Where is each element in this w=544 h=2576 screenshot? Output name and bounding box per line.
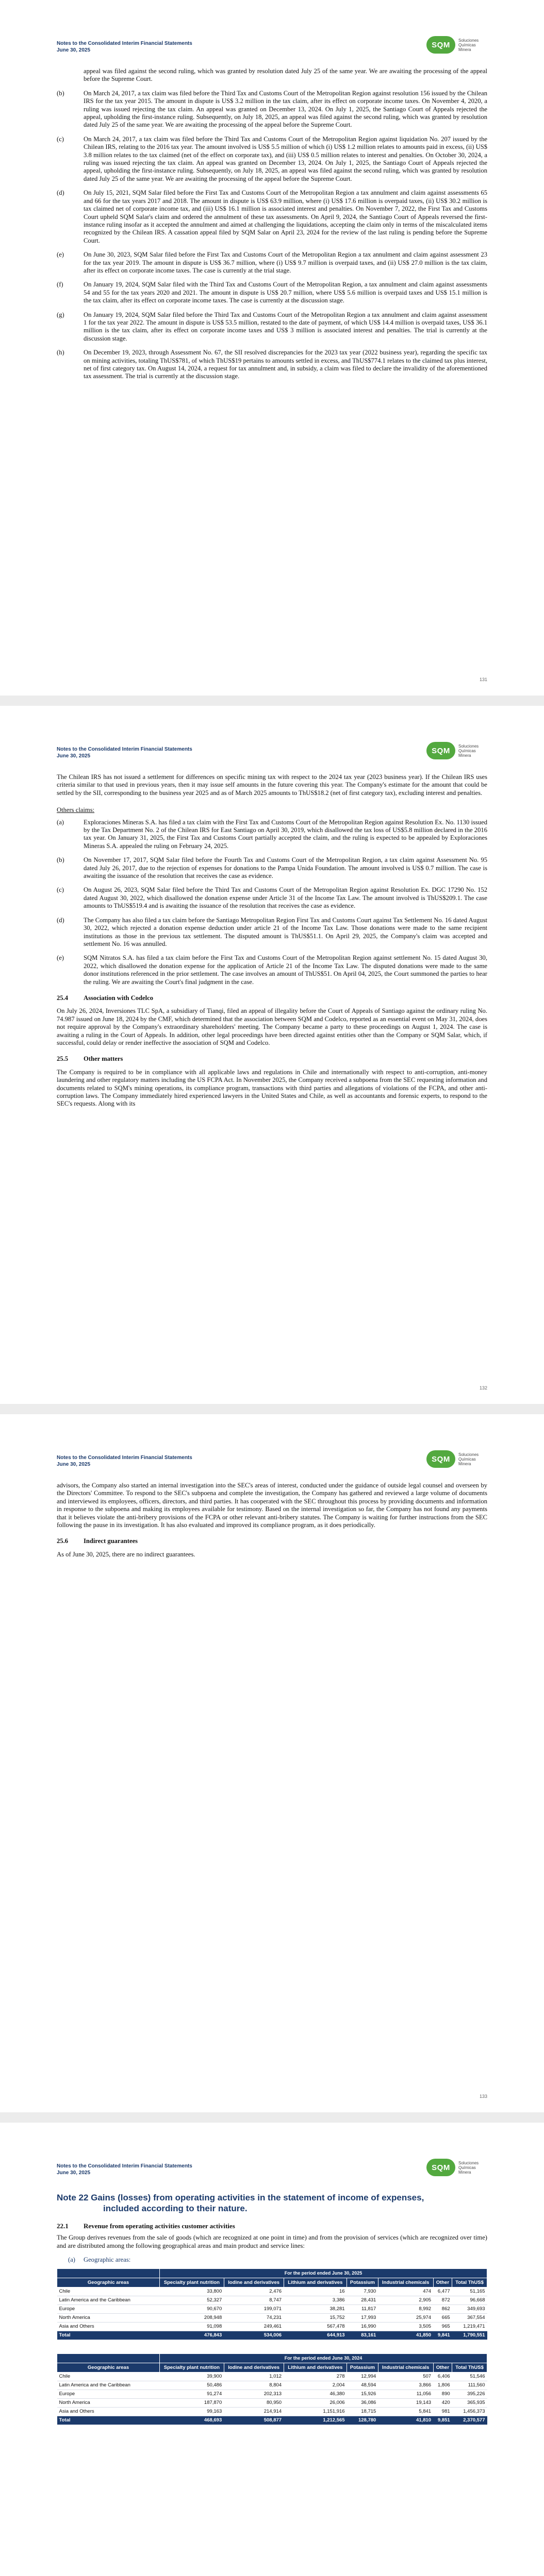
table-cell: 534,006 [224, 2331, 284, 2340]
table-cell: 128,780 [347, 2416, 378, 2425]
page-number: 131 [479, 677, 487, 682]
page-1 [0, 0, 544, 696]
header-title [57, 2163, 192, 2176]
column-header: Industrial chemicals [378, 2278, 433, 2287]
row-label: Latin America and the Caribbean [57, 2296, 160, 2304]
header-line-1: Notes to the Consolidated Interim Financial Statements [57, 2163, 192, 2169]
table-cell: 12,994 [347, 2372, 378, 2381]
table-cell: 862 [433, 2304, 452, 2313]
row-label: Total [57, 2331, 160, 2340]
table-header-row [57, 2363, 487, 2372]
section-title: Other matters [84, 1055, 123, 1063]
table-cell: 367,554 [452, 2313, 487, 2322]
table-cell: 111,560 [452, 2381, 487, 2389]
table-cell: 15,752 [284, 2313, 347, 2322]
item-text: On March 24, 2017, a tax claim was filed before the Third Tax and Customs Court of the Metropolitan Region against resolution 156 issued by the Chilean IRS for the tax year 2015. The amount in dispute is US$ 3.2 million in the tax claim, after its effect on corporate income taxes. On November 4, 2020, a ruling was issued rejecting the tax claim. An appeal was granted on December 13, 2024. On July 1, 2025, the Santiago Court of Appeals rejected the appeal, upholding the first-instance ruling. Subsequently, on July 18, 2025, an appeal was filed against the second ruling, which was granted by resolution dated July 25 of the same year. We are awaiting the processing of the appeal before the Supreme Court. [84, 89, 487, 129]
sqm-logo-tagline: Soluciones Químicas Minera [458, 38, 479, 52]
header-line-1: Notes to the Consolidated Interim Financial Statements [57, 41, 192, 46]
table-cell: 17,993 [347, 2313, 378, 2322]
other-claim-b [57, 856, 487, 880]
table-row [57, 2322, 487, 2331]
table-cell: 16,990 [347, 2322, 378, 2331]
table-cell: 46,380 [284, 2389, 347, 2398]
table-cell: 508,877 [224, 2416, 284, 2425]
table-cell: 33,800 [160, 2287, 224, 2296]
section-25-5-text: The Company is required to be in compliance with all applicable laws and regulations in Chile and internationally with respect to anti-corruption, anti-money laundering and other regulatory matters including the US FCPA Act. In November 2025, the Company received a subpoena from the SEC requesting information and documents related to SQM's mining operations, its compliance program, transactions with third parties and allegations of violations of the FCPA, and other anti-corruption laws. The Company immediately hired experienced lawyers in the United States and Chile, as well as accountants and forensic experts, to respond to the SEC's requests. Along with its [57, 1068, 487, 1108]
column-header: Geographic areas [57, 2278, 160, 2287]
note-title-line-1: Note 22 Gains (losses) from operating activities in the statement of income of expenses, [57, 2193, 424, 2202]
column-header: Potassium [347, 2278, 378, 2287]
item-text: The Company has also filed a tax claim before the Santiago Metropolitan Region First Tax and Customs Court against Tax Settlement No. 16 dated August 30, 2022, which rejected a donation expense deduction under article 21 of the Income Tax Law. Those donations were made to the same recipient institutions as those in the previous tax settlement. The disputed amount is ThUS$51.1. On April 29, 2025, the Company's claim was accepted and settlement No. 16 was annulled. [84, 916, 487, 947]
table-cell: 208,948 [160, 2313, 224, 2322]
table-cell: 7,930 [347, 2287, 378, 2296]
column-header: Potassium [347, 2363, 378, 2372]
investigation-paragraph: advisors, the Company also started an internal investigation into the SEC's areas of interest, conducted under the guidance of outside legal counsel and overseen by the Directors' Committee. To respond to the SEC's subpoena and complete the investigation, the Company has gathered and reviewed a large volume of documents and interviewed its employees, officers, directors, and third parties. It has cooperated with the SEC throughout this process by providing documents and information in response to the subpoena and making its employees available for testimony. Based on the internal investigation so far, the Company has not found any payments that it believes violate the anti-bribery provisions of the FCPA or other relevant anti-bribery statutes. The Company is waiting for further instructions from the SEC following the pause in its investigation. It has also evaluated and improved its compliance program, as it does periodically. [57, 1482, 487, 1529]
table-cell: 9,851 [433, 2416, 452, 2425]
sqm-logo-mark: SQM [426, 742, 455, 759]
table-cell: 5,841 [378, 2407, 433, 2416]
table-cell: 420 [433, 2398, 452, 2407]
column-header: Lithium and derivatives [284, 2363, 347, 2372]
page-header [57, 1414, 487, 1476]
table-cell: 16 [284, 2287, 347, 2296]
table-cell: 890 [433, 2389, 452, 2398]
table-period-row [57, 2353, 487, 2363]
header-line-1: Notes to the Consolidated Interim Financial Statements [57, 1455, 192, 1461]
item-text: SQM Nitratos S.A. has filed a tax claim before the First Tax and Customs Court of the Metropolitan Region against settlement No. 15 dated August 30, 2022, which disallowed the donation expense for the application of Article 21 of the Income Tax Law. The disputed donations were made to the same donor institutions referenced in the prior settlement. The case involves an amount of ThUS$51. On April 04, 2025, the Court summoned the parties to hear the ruling. We are awaiting the Court's final judgment in the case. [84, 954, 487, 986]
table-cell: 99,163 [160, 2407, 224, 2416]
item-label: (c) [57, 135, 64, 143]
header-title [57, 1454, 192, 1468]
note-22-title [57, 2192, 487, 2214]
table-cell: 3,866 [378, 2381, 433, 2389]
table-cell: 91,274 [160, 2389, 224, 2398]
page-header [57, 706, 487, 767]
table-row [57, 2304, 487, 2313]
header-line-1: Notes to the Consolidated Interim Financial Statements [57, 747, 192, 752]
table-cell: 8,804 [224, 2381, 284, 2389]
table-cell: 2,905 [378, 2296, 433, 2304]
sub-title: Geographic areas: [84, 2256, 131, 2264]
sqm-logo-mark: SQM [426, 1450, 455, 1468]
header-line-2: June 30, 2025 [57, 1462, 91, 1467]
row-label: Chile [57, 2287, 160, 2296]
header-title [57, 40, 192, 54]
table-period-spacer [57, 2268, 160, 2278]
section-25-6-text: As of June 30, 2025, there are no indirect guarantees. [57, 1550, 195, 1558]
claim-item-g [57, 311, 487, 343]
header-line-2: June 30, 2025 [57, 753, 91, 759]
item-label: (a) [57, 818, 64, 826]
table-cell: 567,478 [284, 2322, 347, 2331]
table-cell: 644,913 [284, 2331, 347, 2340]
claim-item-h [57, 349, 487, 381]
table-cell: 1,151,916 [284, 2407, 347, 2416]
sqm-logo [426, 36, 487, 54]
table-cell: 1,456,373 [452, 2407, 487, 2416]
claim-item-b [57, 90, 487, 129]
item-label: (e) [57, 251, 64, 259]
geographic-revenue-table-2025 [57, 2268, 487, 2340]
table-cell: 8,992 [378, 2304, 433, 2313]
claim-item-d [57, 189, 487, 245]
item-label: (b) [57, 89, 64, 97]
table-cell: 1,790,551 [452, 2331, 487, 2340]
table-period-label: For the period ended June 30, 2024 [160, 2353, 487, 2363]
row-label: Chile [57, 2372, 160, 2381]
table-cell: 90,670 [160, 2304, 224, 2313]
header-title [57, 746, 192, 759]
page-header [57, 0, 487, 61]
item-label: (c) [57, 886, 64, 894]
table-row [57, 2398, 487, 2407]
table-cell: 1,806 [433, 2381, 452, 2389]
page-2 [0, 706, 544, 1404]
table-cell: 51,546 [452, 2372, 487, 2381]
table-row [57, 2381, 487, 2389]
table-cell: 39,900 [160, 2372, 224, 2381]
table-cell: 26,006 [284, 2398, 347, 2407]
column-header: Industrial chemicals [378, 2363, 433, 2372]
claim-item-c [57, 135, 487, 183]
item-text: On July 15, 2021, SQM Salar filed before the First Tax and Customs Court of the Metropolitan Region a tax annulment and claim against assessments 65 and 66 for the tax years 2017 and 2018. The amount in dispute is US$ 63.9 million, where (i) US$ 17.6 million is overpaid taxes, (ii) US$ 30.2 million is tax claimed net of corporate income tax, and (iii) US$ 16.1 million is associated interest and penalties. On November 7, 2022, the First Tax and Customs Court upheld SQM Salar's claim and ordered the annulment of these tax assessments. On April 9, 2024, the Santiago Court of Appeals reversed the first-instance ruling insofar as it accepted the annulment and aimed at challenging the liquidations, accepting the claim only in terms of the miscalculated items recognized by the Chilean IRS. A cassation appeal filed by SQM Salar on April 23, 2024 for the review of the last ruling is pending before the Supreme Court. [84, 189, 487, 244]
sqm-logo [426, 2159, 487, 2176]
table-cell: 6,477 [433, 2287, 452, 2296]
table-cell: 474 [378, 2287, 433, 2296]
item-text: On June 30, 2023, SQM Salar filed before the First Tax and Customs Court of the Metropolitan Region a tax annulment and claim against assessment 23 for the tax year 2019. The amount in dispute is US$ 36.7 million, where (i) US$ 9.7 million is overpaid taxes, and (ii) US$ 27.0 million is the tax claim, after its effect on corporate income taxes. The case is currently at the trial stage. [84, 251, 487, 274]
table-row [57, 2287, 487, 2296]
section-22-1-text: The Group derives revenues from the sale of goods (which are recognized at one point in time) and from the provision of services (which are recognized over time) and are distributed among the following geographical areas and main product and service lines: [57, 2234, 487, 2249]
item-label: (h) [57, 349, 64, 357]
table-period-spacer [57, 2353, 160, 2363]
table-cell: 96,668 [452, 2296, 487, 2304]
section-title: Indirect guarantees [84, 1537, 138, 1545]
item-label: (d) [57, 189, 64, 197]
table-cell: 2,476 [224, 2287, 284, 2296]
table-cell: 36,086 [347, 2398, 378, 2407]
section-25-4-text: On July 26, 2024, Inversiones TLC SpA, a subsidiary of Tianqi, filed an appeal of illegality before the Court of Appeals of Santiago against the ordinary ruling No. 74.987 issued on June 18, 2024 by the CMF, which determined that the association between SQM and Codelco, reported as an essential event on May 31, 2024, does not require approval by the Company's extraordinary shareholders' meeting. The Company became a party to these proceedings on August 1, 2024. The case is awaiting a ruling in the Court of Appeals. In addition, other legal proceedings have been directed against entities other than the Company or SQM Salar, which, if successful, could delay or render ineffective the association of SQM and Codelco. [57, 1007, 487, 1046]
table-cell: 50,486 [160, 2381, 224, 2389]
others-claims-heading: Others claims: [57, 806, 95, 814]
table-cell: 1,012 [224, 2372, 284, 2381]
table-row [57, 2296, 487, 2304]
item-text: Exploraciones Mineras S.A. has filed a tax claim with the First Tax and Customs Court of the Metropolitan Region against Resolution Ex. No. 1130 issued by the Tax Department No. 2 of the Chilean IRS for East Santiago on April 30, 2019, which disallowed the tax loss of US$5.8 million declared in the 2016 tax year. On January 31, 2025, the First Tax and Customs Court partially accepted the claim, and the ruling is expected to be appealed by Exploraciones Mineras S.A. appealed the ruling on February 24, 2025. [84, 818, 487, 850]
table-row [57, 2389, 487, 2398]
section-number: 25.4 [57, 994, 69, 1002]
column-header: Other [433, 2278, 452, 2287]
table-cell: 507 [378, 2372, 433, 2381]
column-header: Other [433, 2363, 452, 2372]
row-label: Latin America and the Caribbean [57, 2381, 160, 2389]
item-text: On August 26, 2023, SQM Salar filed before the Third Tax and Customs Court of the Metropolitan Region against Resolution Ex. DGC 17290 No. 152 dated August 30, 2022, which disallowed the donation expense under Article 31 of the Income Tax Law. The amount involved is ThUS$209.1. The case amounts to ThUS$519.4 and is awaiting the issuance of the resolution that receives the case as evidence. [84, 886, 487, 910]
table-cell: 80,950 [224, 2398, 284, 2407]
table-total-row [57, 2416, 487, 2425]
sqm-logo [426, 1450, 487, 1468]
page-4 [0, 2123, 544, 2576]
table-total-row [57, 2331, 487, 2340]
sqm-logo-tagline: Soluciones Químicas Minera [458, 743, 479, 758]
specific-mining-tax-paragraph: The Chilean IRS has not issued a settlement for differences on specific mining tax with respect to the 2024 tax year (2023 business year). If the Chilean IRS uses criteria similar to that used in previous years, then it may issue self amounts in the future covering this year. The Company's estimate for the amount that could be settled by the SII, corresponding to the business year 2025 and as of March 2025 amounts to ThUS$18.2 (net of first category tax), excluding interest and penalties. [57, 773, 487, 796]
row-label: Total [57, 2416, 160, 2425]
row-label: Asia and Others [57, 2407, 160, 2416]
table-row [57, 2407, 487, 2416]
table-cell: 9,841 [433, 2331, 452, 2340]
section-title: Revenue from operating activities customer activities [84, 2222, 235, 2230]
section-22-1-heading [57, 2222, 487, 2230]
table-cell: 476,843 [160, 2331, 224, 2340]
table-cell: 395,226 [452, 2389, 487, 2398]
table-cell: 91,098 [160, 2322, 224, 2331]
item-text: On December 19, 2023, through Assessment No. 67, the SII resolved discrepancies for the 2023 tax year (2022 business year), regarding the specific tax on mining activities, totaling ThUS$781, of which ThUS$19 pertains to amounts settled in excess, and ThUS$774.1 relates to the claimed tax plus interest, net of first category tax. On August 14, 2024, a request for tax annulment and, in subsidy, a claim was filed to declare the invalidity of the aforementioned tax assessment. The trial is currently at the discussion stage. [84, 349, 487, 380]
table-cell: 41,810 [378, 2416, 433, 2425]
item-label: (d) [57, 916, 64, 924]
item-text: On November 17, 2017, SQM Salar filed before the Fourth Tax and Customs Court of the Metropolitan Region, a tax claim against Assessment No. 95 dated July 26, 2017, due to the rejection of expenses for donations to the Pampa Unida Foundation. The amount involved is US$ 0.7 million. The case is awaiting the issuance of the resolution that receives the case as evidence. [84, 856, 487, 880]
table-period-row [57, 2268, 487, 2278]
table-cell: 19,143 [378, 2398, 433, 2407]
item-text: On January 19, 2024, SQM Salar filed before the Third Tax and Customs Court of the Metropolitan Region a tax annulment and claim against assessment 1 for the tax year 2022. The amount in dispute is US$ 53.5 million, restated to the date of payment, of which US$ 14.4 million is overpaid taxes, US$ 36.1 million is the tax claim, after its effect on corporate income taxes and US$ 3 million is associated interest and penalties. The trial is currently at the discussion stage. [84, 311, 487, 342]
table-cell: 1,212,565 [284, 2416, 347, 2425]
table-cell: 28,431 [347, 2296, 378, 2304]
table-cell: 665 [433, 2313, 452, 2322]
table-cell: 83,161 [347, 2331, 378, 2340]
table-cell: 51,165 [452, 2287, 487, 2296]
section-25-6-heading [57, 1537, 487, 1545]
page-2-content [57, 767, 487, 1108]
table-cell: 202,313 [224, 2389, 284, 2398]
page-number: 133 [479, 2094, 487, 2099]
table-cell: 365,935 [452, 2398, 487, 2407]
column-header: Specialty plant nutrition [160, 2363, 224, 2372]
table-cell: 15,926 [347, 2389, 378, 2398]
header-line-2: June 30, 2025 [57, 2170, 91, 2176]
item-label: (f) [57, 281, 63, 289]
table-cell: 48,594 [347, 2381, 378, 2389]
item-text: On January 19, 2024, SQM Salar filed with the Third Tax and Customs Court of the Metropolitan Region, a tax annulment and claim against assessments 54 and 55 for the tax years 2020 and 2021. The amount in dispute is US$ 20.7 million, where US$ 5.6 million is overpaid taxes and US$ 15.1 million is the tax claim, after its effect on corporate income taxes. The case is currently at the discussion stage. [84, 281, 487, 304]
table-cell: 199,071 [224, 2304, 284, 2313]
section-number: 25.6 [57, 1537, 69, 1545]
geographic-areas-heading [68, 2256, 487, 2264]
row-label: North America [57, 2398, 160, 2407]
other-claim-c [57, 886, 487, 910]
table-cell: 214,914 [224, 2407, 284, 2416]
table-cell: 11,817 [347, 2304, 378, 2313]
page-4-content [57, 2192, 487, 2425]
sqm-logo-tagline: Soluciones Químicas Minera [458, 2160, 479, 2175]
geographic-revenue-table-2024 [57, 2353, 487, 2425]
table-cell: 872 [433, 2296, 452, 2304]
table-cell: 1,219,471 [452, 2322, 487, 2331]
column-header: Lithium and derivatives [284, 2278, 347, 2287]
page-1-content [57, 61, 487, 381]
table-cell: 74,231 [224, 2313, 284, 2322]
page-3-content [57, 1476, 487, 1558]
page-header [57, 2123, 487, 2184]
column-header: Specialty plant nutrition [160, 2278, 224, 2287]
other-claim-e [57, 954, 487, 986]
table-header-row [57, 2278, 487, 2287]
page-3 [0, 1414, 544, 2112]
sqm-logo-mark: SQM [426, 36, 455, 54]
column-header: Total ThUS$ [452, 2278, 487, 2287]
section-25-5-heading [57, 1055, 487, 1063]
table-cell: 8,747 [224, 2296, 284, 2304]
table-cell: 2,370,577 [452, 2416, 487, 2425]
row-label: Europe [57, 2389, 160, 2398]
table-cell: 278 [284, 2372, 347, 2381]
table-cell: 41,850 [378, 2331, 433, 2340]
table-cell: 965 [433, 2322, 452, 2331]
table-cell: 981 [433, 2407, 452, 2416]
table-cell: 3,386 [284, 2296, 347, 2304]
column-header: Iodine and derivatives [224, 2363, 284, 2372]
row-label: Europe [57, 2304, 160, 2313]
table-cell: 349,693 [452, 2304, 487, 2313]
table-cell: 6,406 [433, 2372, 452, 2381]
sqm-logo-tagline: Soluciones Químicas Minera [458, 1452, 479, 1466]
table-cell: 249,461 [224, 2322, 284, 2331]
table-cell: 468,693 [160, 2416, 224, 2425]
table-cell: 18,715 [347, 2407, 378, 2416]
column-header: Iodine and derivatives [224, 2278, 284, 2287]
table-cell: 25,974 [378, 2313, 433, 2322]
other-claim-d [57, 917, 487, 948]
table-row [57, 2313, 487, 2322]
table-cell: 38,281 [284, 2304, 347, 2313]
table-row [57, 2372, 487, 2381]
table-cell: 11,056 [378, 2389, 433, 2398]
section-25-4-heading [57, 994, 487, 1002]
row-label: Asia and Others [57, 2322, 160, 2331]
sqm-logo-mark: SQM [426, 2159, 455, 2176]
claim-item-f [57, 281, 487, 304]
table-cell: 187,870 [160, 2398, 224, 2407]
item-label: (g) [57, 311, 64, 318]
section-number: 25.5 [57, 1055, 69, 1063]
section-title: Association with Codelco [84, 994, 154, 1002]
intro-paragraph: appeal was filed against the second ruling, which was granted by resolution dated July 25 of the same year. We are awaiting the processing of the appeal before the Supreme Court. [84, 67, 487, 83]
header-line-2: June 30, 2025 [57, 47, 91, 53]
table-cell: 3,505 [378, 2322, 433, 2331]
sub-label: (a) [68, 2256, 75, 2264]
section-number: 22.1 [57, 2222, 69, 2230]
note-title-line-2: included according to their nature. [103, 2204, 248, 2213]
column-header: Total ThUS$ [452, 2363, 487, 2372]
sqm-logo [426, 742, 487, 759]
table-cell: 2,004 [284, 2381, 347, 2389]
table-cell: 52,327 [160, 2296, 224, 2304]
item-text: On March 24, 2017, a tax claim was filed before the Third Tax and Customs Court of the Metropolitan Region against liquidation No. 207 issued by the Chilean IRS, relating to the 2016 tax year. The amount involved is US$ 5.5 million of which (i) US$ 1.2 million relates to amounts paid in excess, (ii) US$ 3.8 million relates to the tax claimed (net of the effect on corporate tax), and (iii) US$ 0.5 million relates to interest and penalties. On October 30, 2024, a ruling was issued rejecting the tax claim. An appeal was granted on December 13, 2024. On July 1, 2025, the Santiago Court of Appeals rejected the appeal, upholding the first-instance ruling. Subsequently, on July 18, 2025, an appeal was filed against the second ruling, which was granted by resolution dated July 25 of the same year. We are awaiting the processing of the appeal before the Supreme Court. [84, 135, 487, 182]
other-claim-a [57, 819, 487, 851]
item-label: (e) [57, 954, 64, 962]
table-period-label: For the period ended June 30, 2025 [160, 2268, 487, 2278]
row-label: North America [57, 2313, 160, 2322]
page-number: 132 [479, 1385, 487, 1391]
item-label: (b) [57, 856, 64, 864]
column-header: Geographic areas [57, 2363, 160, 2372]
claim-item-e [57, 251, 487, 275]
